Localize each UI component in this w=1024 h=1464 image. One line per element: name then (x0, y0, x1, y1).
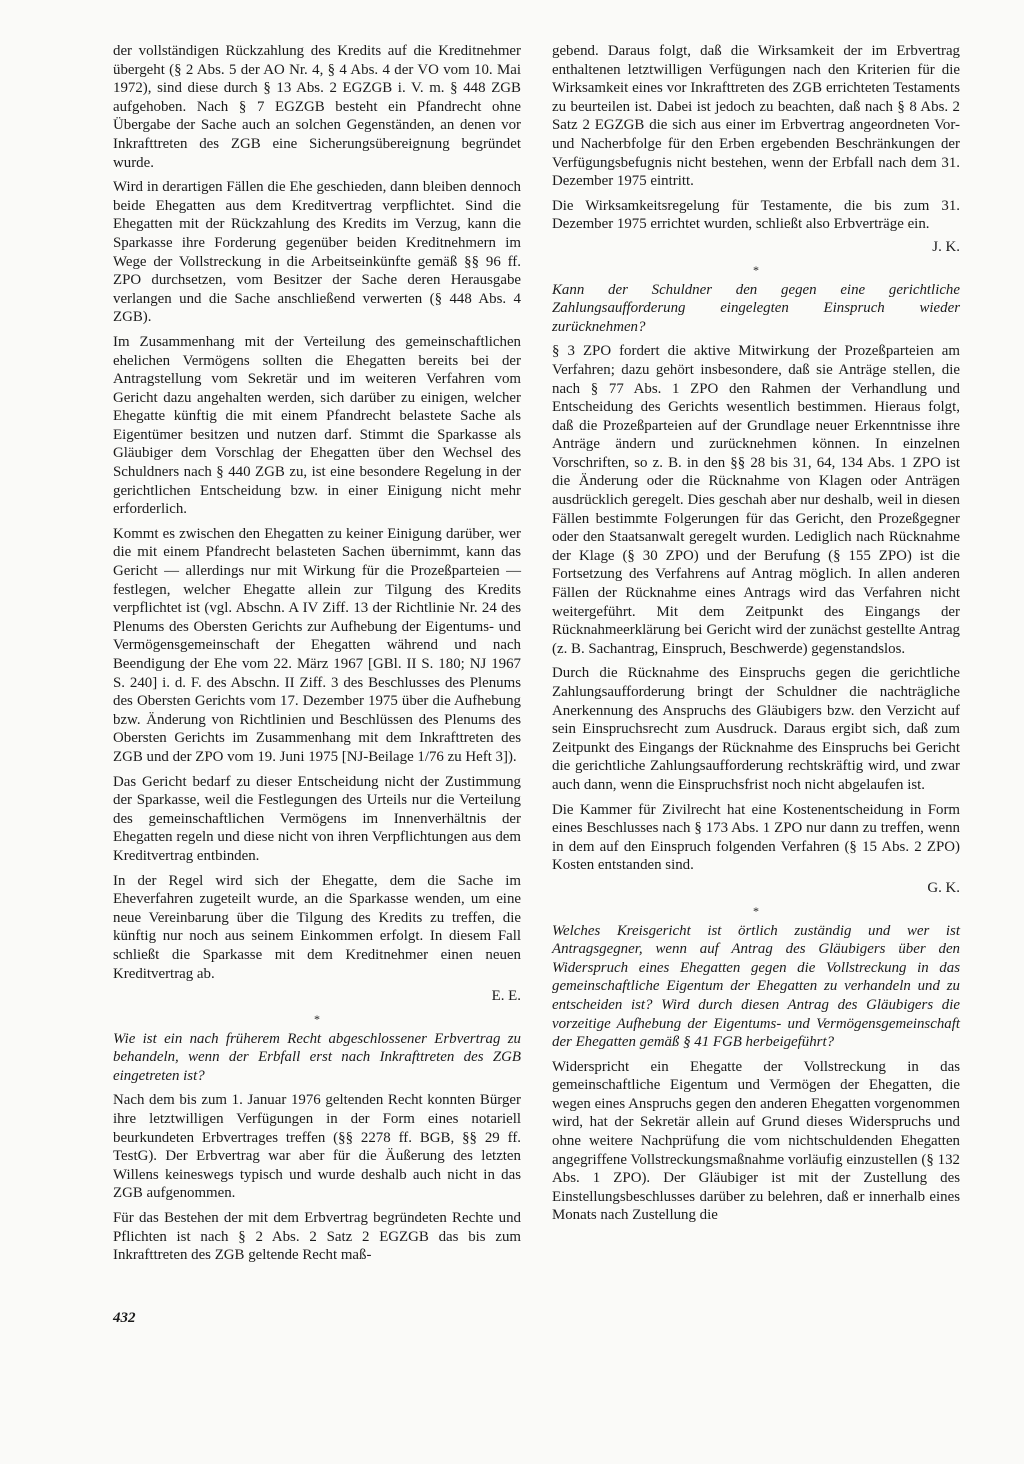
author-initials: G. K. (927, 879, 960, 896)
paragraph: Im Zusammenhang mit der Verteilung des gemeinschaftlichen ehelichen Vermögens sollten die Ehegatten bereits bei der Antragstellung vom Sekretär und im weiteren Verfahren vom Gericht dazu angehalten werden, sich darüber zu einigen, welcher Ehegatte künftig die mit einem Pfandrecht belastete Sache als Eigentümer besitzen und nutzen darf. Stimmt die Sparkasse als Gläubiger dem Vorschlag der Ehegatten über den Wechsel des Schuldners nach § 440 ZGB zu, ist eine besondere Regelung in der gerichtlichen Entscheidung bzw. in einer Einigung nicht mehr erforderlich. (113, 333, 521, 518)
section-separator: * (753, 262, 759, 277)
page-number: 432 (113, 1310, 136, 1326)
paragraph: Kommt es zwischen den Ehegatten zu keiner Einigung darüber, wer die mit einem Pfandrecht belasteten Sachen übernimmt, kann das Gericht — allerdings nur mit Wirkung für die Prozeßparteien — festlegen, welcher Ehegatte allein zur Tilgung des Kredits verpflichtet ist (vgl. Abschn. A IV Ziff. 13 der Richtlinie Nr. 24 des Plenums des Obersten Gerichts zur Aufhebung der Eigentums- und Vermögensgemeinschaft der Ehegatten während und nach Beendigung der Ehe vom 22. März 1967 [GBl. II S. 180; NJ 1967 S. 240] i. d. F. des Abschn. II Ziff. 3 des Beschlusses des Plenums des Obersten Gerichts vom 17. Dezember 1975 über die Aufhebung bzw. Änderung von Richtlinien und Beschlüssen des Plenums des Obersten Gerichts im Zusammenhang mit dem Inkrafttreten des ZGB und der ZPO vom 19. Juni 1975 [NJ-Beilage 1/76 zu Heft 3]). (113, 525, 521, 765)
paragraph: § 3 ZPO fordert die aktive Mitwirkung der Prozeßparteien am Verfahren; dazu gehört insbesondere, daß sie Anträge stellen, die nach § 77 Abs. 1 ZPO den Rahmen der Verhandlung und Entscheidung des Gerichts wesentlich bestimmen. Hieraus folgt, daß die Prozeßparteien auf der Grundlage neuer Erkenntnisse ihre Anträge ändern und zurücknehmen können. In einzelnen Vorschriften, so z. B. in den §§ 28 bis 31, 64, 134 Abs. 1 ZPO ist die Änderung oder die Rücknahme von Klagen oder Anträgen ausdrücklich geregelt. Dies geschah aber nur deshalb, weil in diesen Fällen bestimmte Folgerungen für das Gericht, den Prozeßgegner oder den Staatsanwalt geregelt wurden. Lediglich nach Rücknahme der Klage (§ 30 ZPO) und der Berufung (§ 155 ZPO) ist die Fortsetzung des Verfahrens auf Antrag möglich. In allen anderen Fällen der Rücknahme eines Antrags wird das Verfahren nicht weitergeführt. Mit dem Zeitpunkt des Eingangs der Rücknahmeerklärung bei Gericht wird der zunächst gestellte Antrag (z. B. Sachantrag, Einspruch, Beschwerde) gegenstandslos. (552, 343, 960, 657)
section-separator: * (753, 903, 759, 918)
paragraph: Wird in derartigen Fällen die Ehe geschieden, dann bleiben dennoch beide Ehegatten aus dem Kreditvertrag verpflichtet. Sind die Ehegatten mit der Rückzahlung des Kredits im Verzug, kann die Sparkasse ihre Forderung gegenüber beiden Kreditnehmern im Wege der Vollstreckung in die Arbeitseinkünfte gemäß §§ 96 ff. ZPO durchsetzen, vom Besitzer der Sache deren Herausgabe verlangen und die Sache anschließend verwerten (§ 448 Abs. 4 ZGB). (113, 179, 521, 326)
paragraph: Nach dem bis zum 1. Januar 1976 geltenden Recht konnten Bürger ihre letztwilligen Verfügungen in der Form eines notariell beurkundeten Erbvertrages treffen (§§ 2278 ff. BGB, §§ 29 ff. TestG). Der Erbvertrag war aber für die Äußerung des letzten Willens keineswegs typisch und wurde deshalb auch nicht in das ZGB aufgenommen. (113, 1092, 521, 1202)
left-column (113, 42, 521, 1271)
question-heading: Kann der Schuldner den gegen eine gerichtliche Zahlungsaufforderung eingelegten Einspruch wieder zurücknehmen? (552, 281, 960, 335)
paragraph: Die Wirksamkeitsregelung für Testamente, die bis zum 31. Dezember 1975 errichtet wurden, schließt also Erbverträge ein. (552, 197, 960, 233)
question-heading: Welches Kreisgericht ist örtlich zuständig und wer ist Antragsgegner, wenn auf Antrag des Gläubigers über den Widerspruch eines Ehegatten gegen die Vollstreckung in das gemeinschaftliche Eigentum der Ehegatten zu verhandeln und zu entscheiden ist? Wird durch diesen Antrag des Gläubigers die vorzeitige Aufhebung der Eigentums- und Vermögensgemeinschaft der Ehegatten gemäß § 41 FGB herbeigeführt? (552, 922, 960, 1051)
paragraph: Durch die Rücknahme des Einspruchs gegen die gerichtliche Zahlungsaufforderung bringt der Schuldner die nachträgliche Anerkennung des Anspruchs des Gläubigers bzw. den Verzicht auf sein Einspruchsrecht zum Ausdruck. Daraus ergibt sich, daß zum Zeitpunkt des Eingangs der Rücknahme des Einspruchs bei Gericht die gerichtliche Zahlungsaufforderung rechtskräftig wird, und zwar auch dann, wenn die Einspruchsfrist noch nicht abgelaufen ist. (552, 665, 960, 793)
paragraph: In der Regel wird sich der Ehegatte, dem die Sache im Eheverfahren zugeteilt wurde, an die Sparkasse wenden, um eine neue Vereinbarung über die Tilgung des Kredits zu treffen, die künftig nur noch aus seinem Einkommen erfolgt. In diesem Fall schließt die Sparkasse mit dem Kreditnehmer einen neuen Kreditvertrag ab. (113, 872, 521, 982)
paragraph: Das Gericht bedarf zu dieser Entscheidung nicht der Zustimmung der Sparkasse, weil die Festlegungen des Urteils nur die Verteilung des gemeinschaftlichen Vermögens im Innenverhältnis der Ehegatten regeln und diese nicht von ihren Verpflichtungen aus dem Kreditvertrag entbinden. (113, 773, 521, 864)
author-initials: E. E. (491, 988, 521, 1005)
paragraph: der vollständigen Rückzahlung des Kredits auf die Kreditnehmer übergeht (§ 2 Abs. 5 der AO Nr. 4, § 4 Abs. 4 der VO vom 10. Mai 1972), sind diese durch § 13 Abs. 2 EGZGB i. V. m. § 448 ZGB aufgehoben. Nach § 7 EGZGB besteht ein Pfandrecht ohne Übergabe der Sache auch an solchen Gegenständen, an denen vor Inkrafttreten des ZGB eine Sicherungsübereignung begründet wurde. (113, 43, 521, 171)
author-initials: J. K. (932, 238, 960, 255)
right-column (552, 42, 960, 1231)
section-separator: * (314, 1011, 320, 1026)
question-heading: Wie ist ein nach früherem Recht abgeschlossener Erbvertrag zu behandeln, wenn der Erbfall erst nach Inkrafttreten des ZGB eingetreten ist? (113, 1030, 521, 1084)
paragraph: Widerspricht ein Ehegatte der Vollstreckung in das gemeinschaftliche Eigentum und Vermögen der Ehegatten, die wegen eines Anspruchs gegen den anderen Ehegatten vorgenommen wird, hat der Sekretär allein auf Grund dieses Widerspruchs und ohne weitere Nachprüfung die vom nichtschuldenden Ehegatten angegriffene Vollstreckungsmaßnahme vorläufig einzustellen (§ 132 Abs. 1 ZPO). Der Gläubiger ist mit der Zustellung des Einstellungsbeschlusses darüber zu belehren, daß er innerhalb eines Monats nach Zustellung die (552, 1058, 960, 1224)
paragraph: Die Kammer für Zivilrecht hat eine Kostenentscheidung in Form eines Beschlusses nach § 173 Abs. 1 ZPO nur dann zu treffen, wenn in dem auf den Einspruch folgenden Verfahren (§ 15 Abs. 2 ZPO) Kosten entstanden sind. (552, 801, 960, 874)
paragraph: gebend. Daraus folgt, daß die Wirksamkeit der im Erbvertrag enthaltenen letztwilligen Verfügungen nach den Kriterien für die Wirksamkeit eines vor Inkrafttreten des ZGB errichteten Testaments zu beurteilen ist. Dabei ist jedoch zu beachten, daß nach § 8 Abs. 2 Satz 2 EGZGB die sich aus einer im Erbvertrag angeordneten Vor- und Nacherbfolge für den Erben ergebenden Beschränkungen der Verfügungsbefugnis nicht bestehen, wenn der Erbfall nach dem 31. Dezember 1975 eintritt. (552, 43, 960, 190)
paragraph: Für das Bestehen der mit dem Erbvertrag begründeten Rechte und Pflichten ist nach § 2 Abs. 2 Satz 2 EGZGB das bis zum Inkrafttreten des ZGB geltende Recht maß- (113, 1210, 521, 1264)
